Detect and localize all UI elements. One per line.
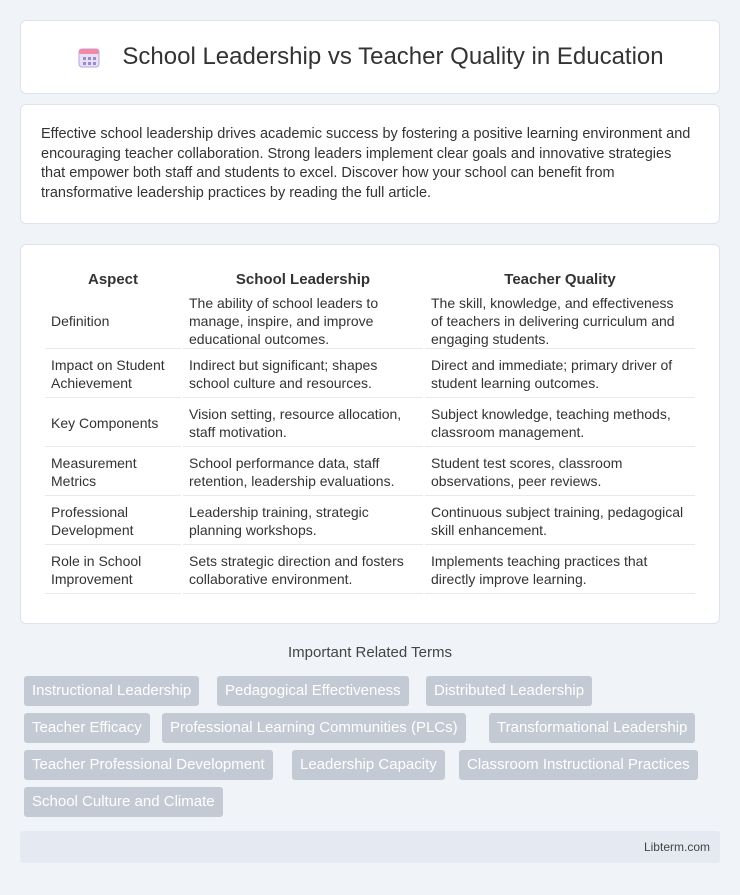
related-term-tag[interactable]: Transformational Leadership [489, 713, 695, 743]
related-term-tag[interactable]: Professional Learning Communities (PLCs) [162, 713, 466, 743]
column-header: Aspect [87, 271, 139, 288]
teacher-quality-cell: Direct and immediate; primary driver of student learning outcomes. [425, 351, 695, 398]
school-leadership-cell: The ability of school leaders to manage, inspire, and improve educational outcomes. [183, 294, 423, 349]
teacher-quality-cell: Continuous subject training, pedagogical skill enhancement. [425, 498, 695, 545]
teacher-quality-cell: The skill, knowledge, and effectiveness of teachers in delivering curriculum and engaging students. [425, 294, 695, 349]
aspect-cell: Measurement Metrics [45, 449, 181, 496]
aspect-cell: Role in School Improvement [45, 547, 181, 594]
table-header-row [45, 267, 695, 292]
aspect-cell: Definition [45, 294, 181, 349]
school-leadership-cell: Vision setting, resource allocation, staff motivation. [183, 400, 423, 447]
related-term-tag[interactable]: Pedagogical Effectiveness [217, 676, 409, 706]
intro-text: Effective school leadership drives academic success by fostering a positive learning environment and encouraging teacher collaboration. Strong leaders implement clear goals and innovative strategies that empower both staff and students to excel. Discover how your school can benefit from transformative leadership practices by reading the full article. [41, 126, 691, 201]
column-header: Teacher Quality [504, 271, 616, 288]
teacher-quality-cell: Student test scores, classroom observations, peer reviews. [425, 449, 695, 496]
header-card [20, 20, 720, 94]
related-term-tag[interactable]: Teacher Professional Development [24, 750, 273, 780]
teacher-quality-cell: Subject knowledge, teaching methods, classroom management. [425, 400, 695, 447]
table-row [45, 400, 695, 447]
school-leadership-cell: Sets strategic direction and fosters collaborative environment. [183, 547, 423, 594]
comparison-card [20, 244, 720, 624]
related-term-tag[interactable]: School Culture and Climate [24, 787, 223, 817]
related-term-tag[interactable]: Distributed Leadership [426, 676, 592, 706]
footer-site-link[interactable]: Libterm.com [20, 831, 720, 863]
page-title: School Leadership vs Teacher Quality in Education [122, 43, 664, 70]
aspect-cell: Key Components [45, 400, 181, 447]
related-terms-title: Important Related Terms [288, 644, 452, 661]
school-leadership-cell: Leadership training, strategic planning workshops. [183, 498, 423, 545]
aspect-cell: Professional Development [45, 498, 181, 545]
calendar-icon [76, 44, 102, 70]
table-row [45, 449, 695, 496]
table-row [45, 351, 695, 398]
related-term-tag[interactable]: Classroom Instructional Practices [459, 750, 698, 780]
intro-card [20, 104, 720, 224]
column-header: School Leadership [235, 271, 371, 288]
related-term-tag[interactable]: Leadership Capacity [292, 750, 445, 780]
comparison-table [43, 265, 697, 596]
related-term-tag[interactable]: Instructional Leadership [24, 676, 199, 706]
school-leadership-cell: Indirect but significant; shapes school culture and resources. [183, 351, 423, 398]
table-row [45, 294, 695, 349]
teacher-quality-cell: Implements teaching practices that directly improve learning. [425, 547, 695, 594]
school-leadership-cell: School performance data, staff retention, leadership evaluations. [183, 449, 423, 496]
table-row [45, 547, 695, 594]
table-row [45, 498, 695, 545]
aspect-cell: Impact on Student Achievement [45, 351, 181, 398]
related-term-tag[interactable]: Teacher Efficacy [24, 713, 150, 743]
